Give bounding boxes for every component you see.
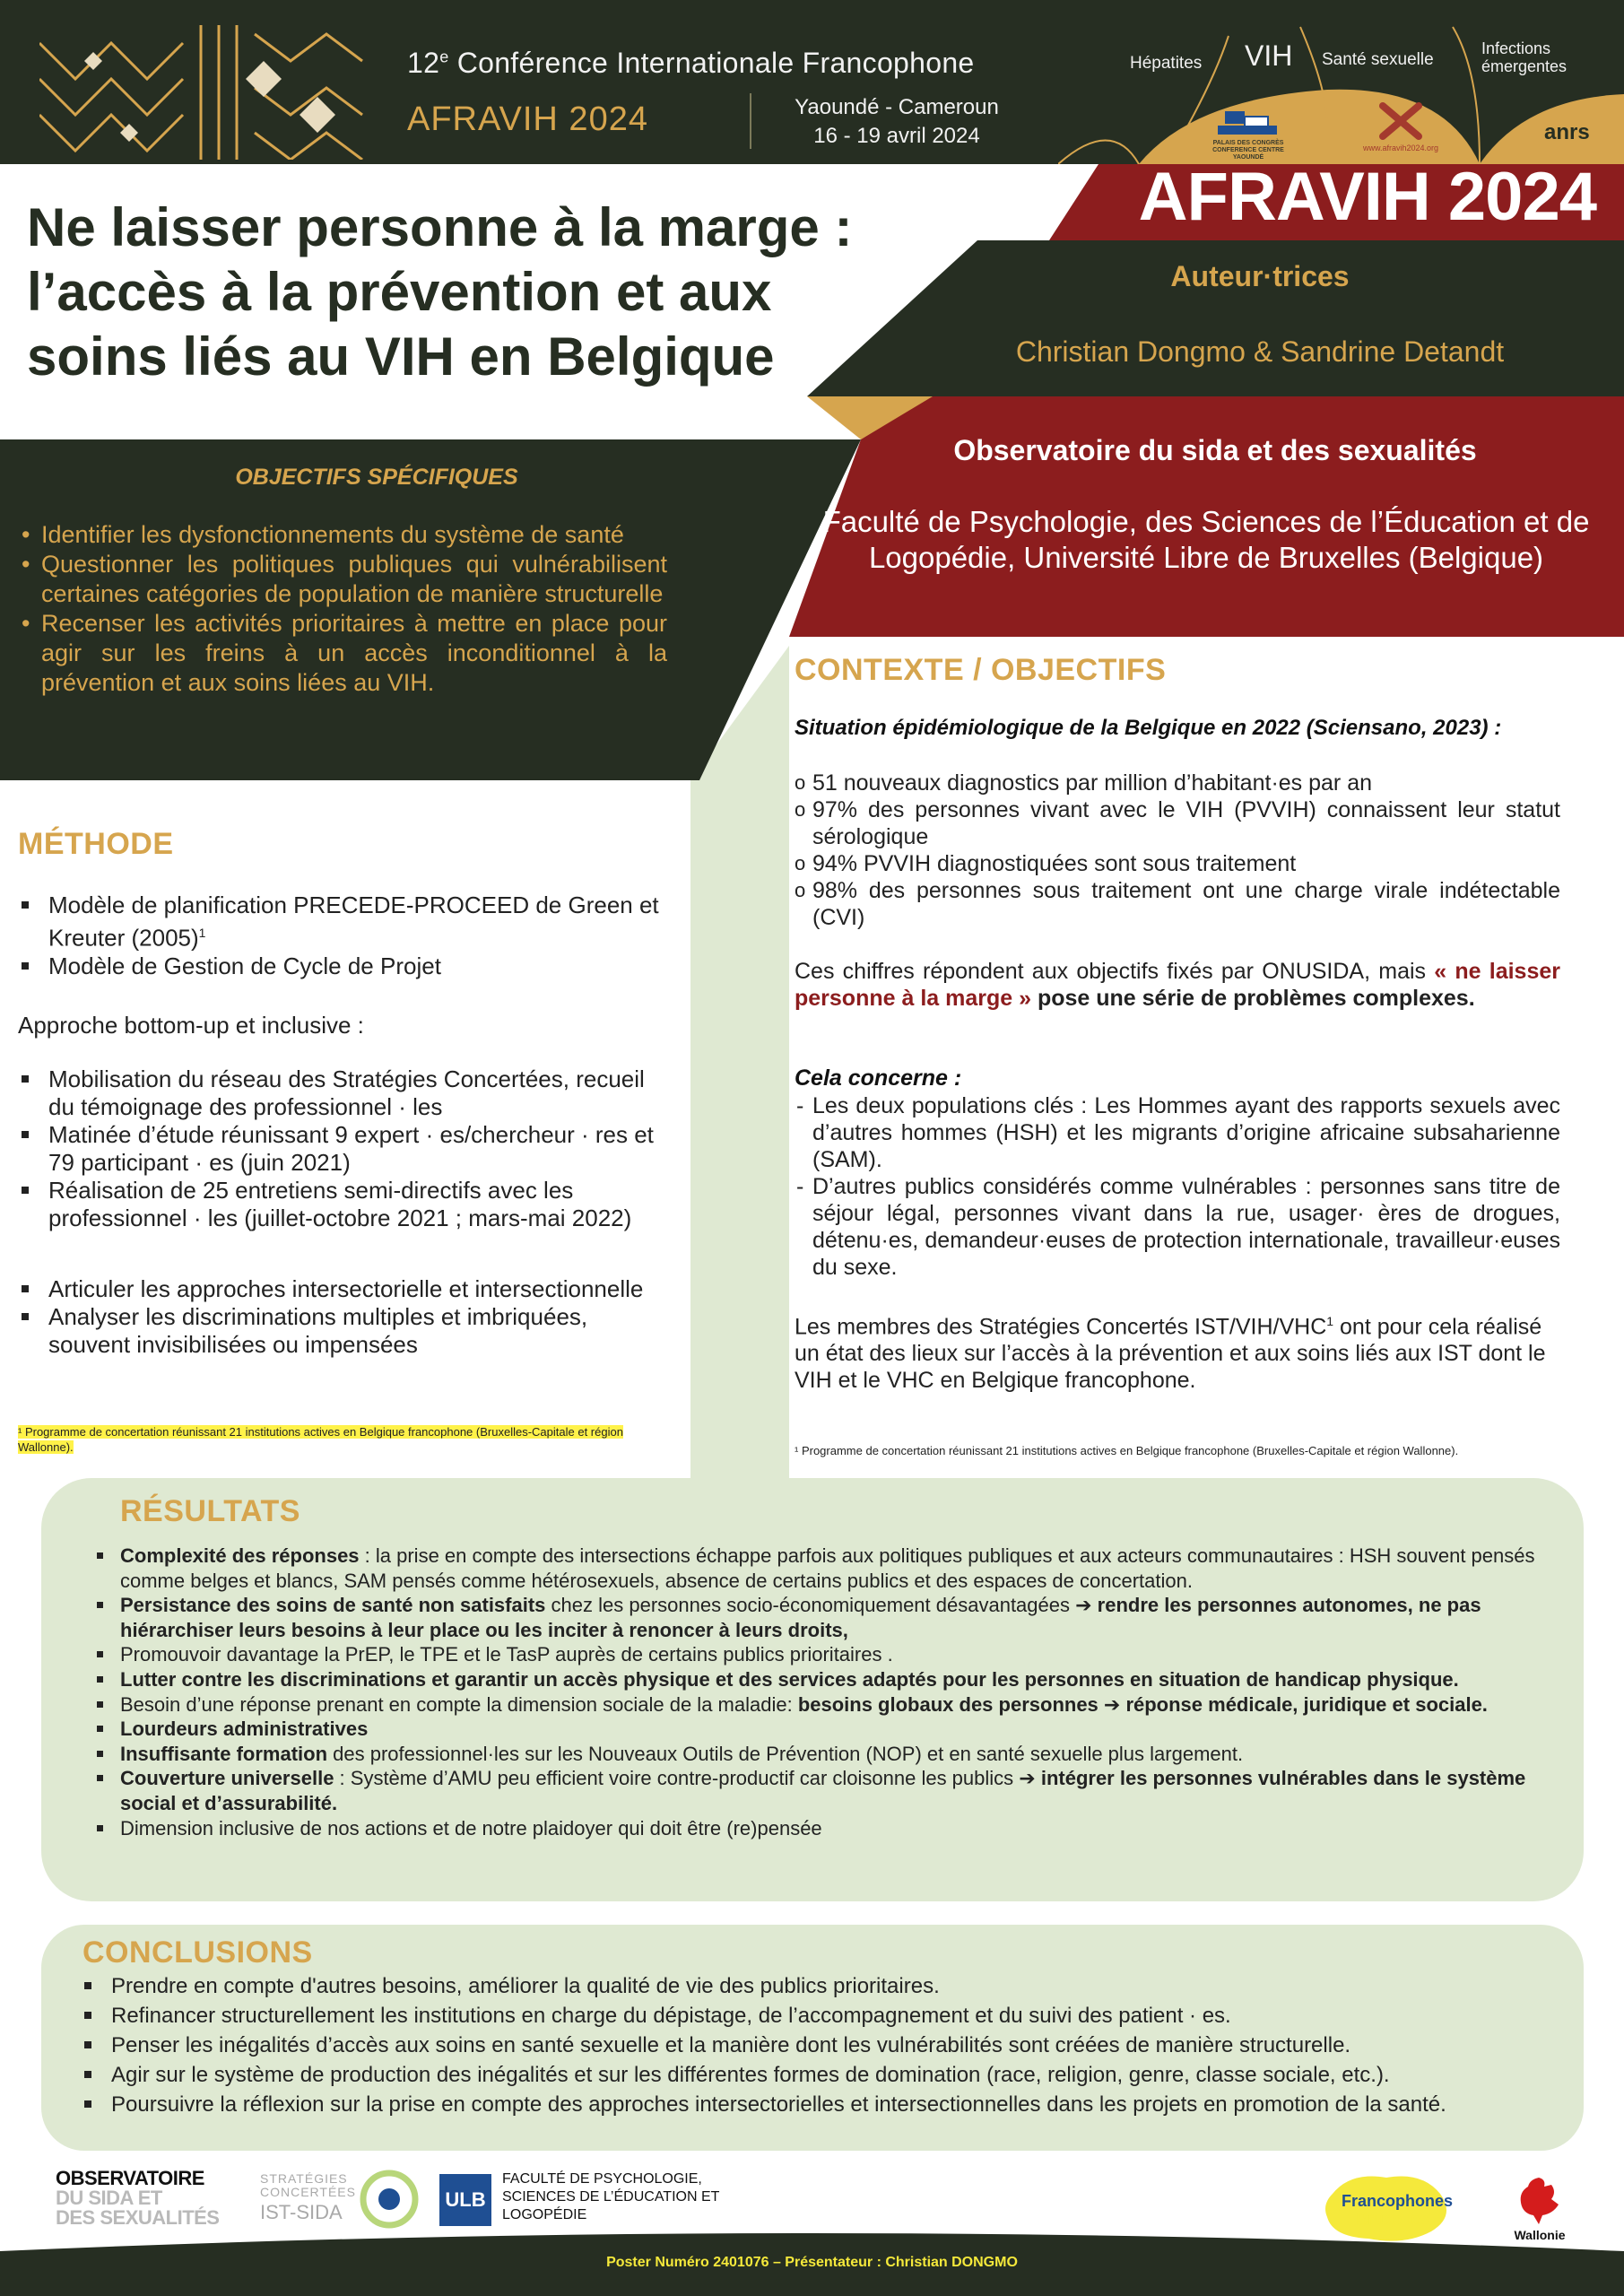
resultats-title: RÉSULTATS xyxy=(120,1494,300,1528)
afravih-banner: AFRAVIH 2024 xyxy=(1138,159,1596,235)
contexte-concern-list xyxy=(795,1092,1560,1281)
wallonie-rooster-icon xyxy=(1512,2174,1566,2226)
ulb-faculty-text: FACULTÉ DE PSYCHOLOGIE, SCIENCES DE L’ÉDUCATION ET LOGOPÉDIE xyxy=(502,2171,720,2222)
methode-footnote: ¹ Programme de concertation réunissant 21 institutions actives en Belgique francophone (Bruxelles-Capitale et région Wallonne). xyxy=(18,1425,623,1454)
topic-sante-sexuelle: Santé sexuelle xyxy=(1322,50,1434,69)
list-item: Persistance des soins de santé non satisfaits chez les personnes socio-économiquement désavantagées ➔ rendre les personnes autonomes, ne pas hiérarchiser leurs besoins à leur place ou les inciter à renoncer à leurs droits, xyxy=(93,1593,1546,1642)
list-item: o 51 nouveaux diagnostics par million d’habitant·es par an xyxy=(795,770,1560,796)
topic-curves xyxy=(1058,0,1624,164)
methode-steps-list xyxy=(18,1065,673,1232)
francophones-text: Francophones xyxy=(1342,2192,1454,2210)
affiliation: Faculté de Psychologie, des Sciences de l’Éducation et de Logopédie, Université Libre de Bruxelles (Belgique) xyxy=(822,505,1590,574)
african-pattern-icon xyxy=(39,25,377,160)
contexte-paragraph: Ces chiffres répondent aux objectifs fixés par ONUSIDA, mais « ne laisser personne à la marge » pose une série de problèmes complexes. xyxy=(795,959,1560,1011)
ist-sida-name: IST-SIDA xyxy=(260,2201,343,2223)
ist-sida-circle-icon xyxy=(359,2169,420,2230)
afravih-logo-icon xyxy=(1374,99,1428,144)
conference-brand: AFRAVIH 2024 xyxy=(407,100,648,138)
methode-analysis-list xyxy=(18,1275,673,1359)
conference-header xyxy=(0,0,1624,164)
ulb-logo: ULB xyxy=(439,2174,491,2226)
list-item: • Identifier les dysfonctionnements du système de santé xyxy=(13,520,667,550)
list-item: Refinancer structurellement les institutions en charge du dépistage, de l’accompagnement et du suivi des patient · es. xyxy=(81,2001,1533,2031)
authors-label: Auteur·trices xyxy=(1170,260,1350,292)
contexte-title: CONTEXTE / OBJECTIFS xyxy=(795,653,1167,687)
conference-title: 12e Conférence Internationale Francophone xyxy=(407,47,975,79)
wallonie-text: Wallonie xyxy=(1514,2228,1566,2242)
list-item: Réalisation de 25 entretiens semi-directifs avec les professionnel · les (juillet-octobre 2021 ; mars-mai 2022) xyxy=(18,1177,673,1232)
list-item: Agir sur le système de production des inégalités et sur les différentes formes de domination (race, religion, genre, classe sociale, etc.). xyxy=(81,2060,1533,2090)
topic-hepatites: Hépatites xyxy=(1130,54,1203,73)
list-item: Promouvoir davantage la PrEP, le TPE et le TasP auprès de certains publics prioritaires . xyxy=(93,1642,1546,1667)
palais-congres-text: PALAIS DES CONGRÈS CONFERENCE CENTRE YAOUNDÉ xyxy=(1212,140,1284,161)
conclusions-list xyxy=(81,1971,1533,2119)
list-item: Besoin d’une réponse prenant en compte la dimension sociale de la maladie: besoins globaux des personnes ➔ réponse médicale, juridique et sociale. xyxy=(93,1692,1546,1718)
topic-vih: VIH xyxy=(1245,39,1293,72)
list-item: Articuler les approches intersectorielle et intersectionnelle xyxy=(18,1275,673,1303)
list-item: Lutter contre les discriminations et garantir un accès physique et des services adaptés pour les personnes en situation de handicap physique. xyxy=(93,1667,1546,1692)
contexte-concern-label: Cela concerne : xyxy=(795,1065,962,1091)
contexte-stats-list xyxy=(795,770,1560,931)
conclusions-title: CONCLUSIONS xyxy=(83,1935,313,1970)
objectifs-list xyxy=(13,520,667,698)
list-item: Mobilisation du réseau des Stratégies Concertées, recueil du témoignage des professionnel · les xyxy=(18,1065,673,1121)
methode-models-list xyxy=(18,891,673,980)
list-item: o 94% PVVIH diagnostiquées sont sous traitement xyxy=(795,850,1560,877)
contexte-paragraph-2: Les membres des Stratégies Concertés IST/VIH/VHC$^1$ ont pour cela réalisé un état des lieux sur l’accès à la prévention et aux soins liés aux IST dont le VIH et le VHC en Belgique francophone. xyxy=(795,1314,1546,1394)
resultats-list xyxy=(93,1544,1546,1840)
authors: Christian Dongmo & Sandrine Detandt xyxy=(1015,335,1505,368)
list-item: Couverture universelle : Système d’AMU peu efficient voire contre-productif car cloisonne les publics ➔ intégrer les personnes vulnérables dans le système social et d’assurabilité. xyxy=(93,1766,1546,1815)
conference-dates: 16 - 19 avril 2024 xyxy=(813,124,980,148)
list-item: - Les deux populations clés : Les Hommes ayant des rapports sexuels avec d’autres hommes (HSH) et les migrants d’origine africaine subsaharienne (SAM). xyxy=(795,1092,1560,1173)
observatoire-logo: OBSERVATOIRE DU SIDA ET DES SEXUALITÉS xyxy=(56,2167,220,2229)
list-item: Poursuivre la réflexion sur la prise en compte des approches intersectorielles et intersectionnelles dans les projets en promotion de la santé. xyxy=(81,2090,1533,2119)
conference-city: Yaoundé - Cameroun xyxy=(795,95,999,119)
list-item: - D’autres publics considérés comme vulnérables : personnes sans titre de séjour légal, personnes vivant dans la rue, usager· ères de drogues, détenu·es, demandeur·euses de protection internationale, travailleur·euses du sexe. xyxy=(795,1173,1560,1281)
afravih-url: www.afravih2024.org xyxy=(1362,144,1439,152)
list-item: o 98% des personnes sous traitement ont une charge virale indétectable (CVI) xyxy=(795,877,1560,931)
list-item: Penser les inégalités d’accès aux soins en santé sexuelle et la manière dont les vulnérabilités sont créées de manière structurelle. xyxy=(81,2031,1533,2060)
poster-number: Poster Numéro 2401076 – Présentateur : Christian DONGMO xyxy=(606,2255,1018,2270)
list-item: Modèle de planification PRECEDE-PROCEED de Green et Kreuter $(2005)^1$ xyxy=(18,891,673,952)
list-item: Analyser les discriminations multiples et imbriquées, souvent invisibilisées ou impensées xyxy=(18,1303,673,1359)
list-item: Dimension inclusive de nos actions et de notre plaidoyer qui doit être (re)pensée xyxy=(93,1816,1546,1841)
list-item: Prendre en compte d'autres besoins, améliorer la qualité de vie des publics prioritaires. xyxy=(81,1971,1533,2001)
list-item: Modèle de Gestion de Cycle de Projet xyxy=(18,952,673,980)
list-item: • Recenser les activités prioritaires à mettre en place pour agir sur les freins à un accès inconditionnel à la prévention et aux soins liées au VIH. xyxy=(13,609,667,698)
poster-title: Ne laisser personne à la marge : l’accès à la prévention et aux soins liés au VIH en Belgique xyxy=(27,197,853,387)
anrs-logo: anrs xyxy=(1544,120,1590,144)
contexte-footnote: ¹ Programme de concertation réunissant 21 institutions actives en Belgique francophone (Bruxelles-Capitale et région Wallonne). xyxy=(795,1444,1459,1457)
topic-infections: Infections émergentes xyxy=(1481,39,1568,75)
list-item: o 97% des personnes vivant avec le VIH (PVVIH) connaissent leur statut sérologique xyxy=(795,796,1560,850)
contexte-subtitle: Situation épidémiologique de la Belgique en 2022 (Sciensano, 2023) : xyxy=(795,716,1502,740)
header-divider xyxy=(750,93,751,149)
methode-title: MÉTHODE xyxy=(18,827,174,861)
objectifs-title: OBJECTIFS SPÉCIFIQUES xyxy=(235,465,518,490)
list-item: Insuffisante formation des professionnel·les sur les Nouveaux Outils de Prévention (NOP) et en santé sexuelle plus largement. xyxy=(93,1742,1546,1767)
list-item: Lourdeurs administratives xyxy=(93,1717,1546,1742)
list-item: • Questionner les politiques publiques qui vulnérabilisent certaines catégories de population de manière structurelle xyxy=(13,550,667,609)
ist-sida-small-text: STRATÉGIES CONCERTÉES xyxy=(260,2171,356,2199)
bruxelles-text: Bruxelles xyxy=(1356,2210,1429,2228)
list-item: Matinée d’étude réunissant 9 expert · es/chercheur · res et 79 participant · es (juin 2021) xyxy=(18,1121,673,1177)
list-item: Complexité des réponses : la prise en compte des intersections échappe parfois aux politiques publiques et aux acteurs communautaires : HSH souvent pensés comme belges et blancs, SAM pensés comme hétérosexuels, absence de certains publics et des espaces de concertation. xyxy=(93,1544,1546,1593)
methode-approach: Approche bottom-up et inclusive : xyxy=(18,1012,364,1039)
affiliation-title: Observatoire du sida et des sexualités xyxy=(953,434,1477,466)
